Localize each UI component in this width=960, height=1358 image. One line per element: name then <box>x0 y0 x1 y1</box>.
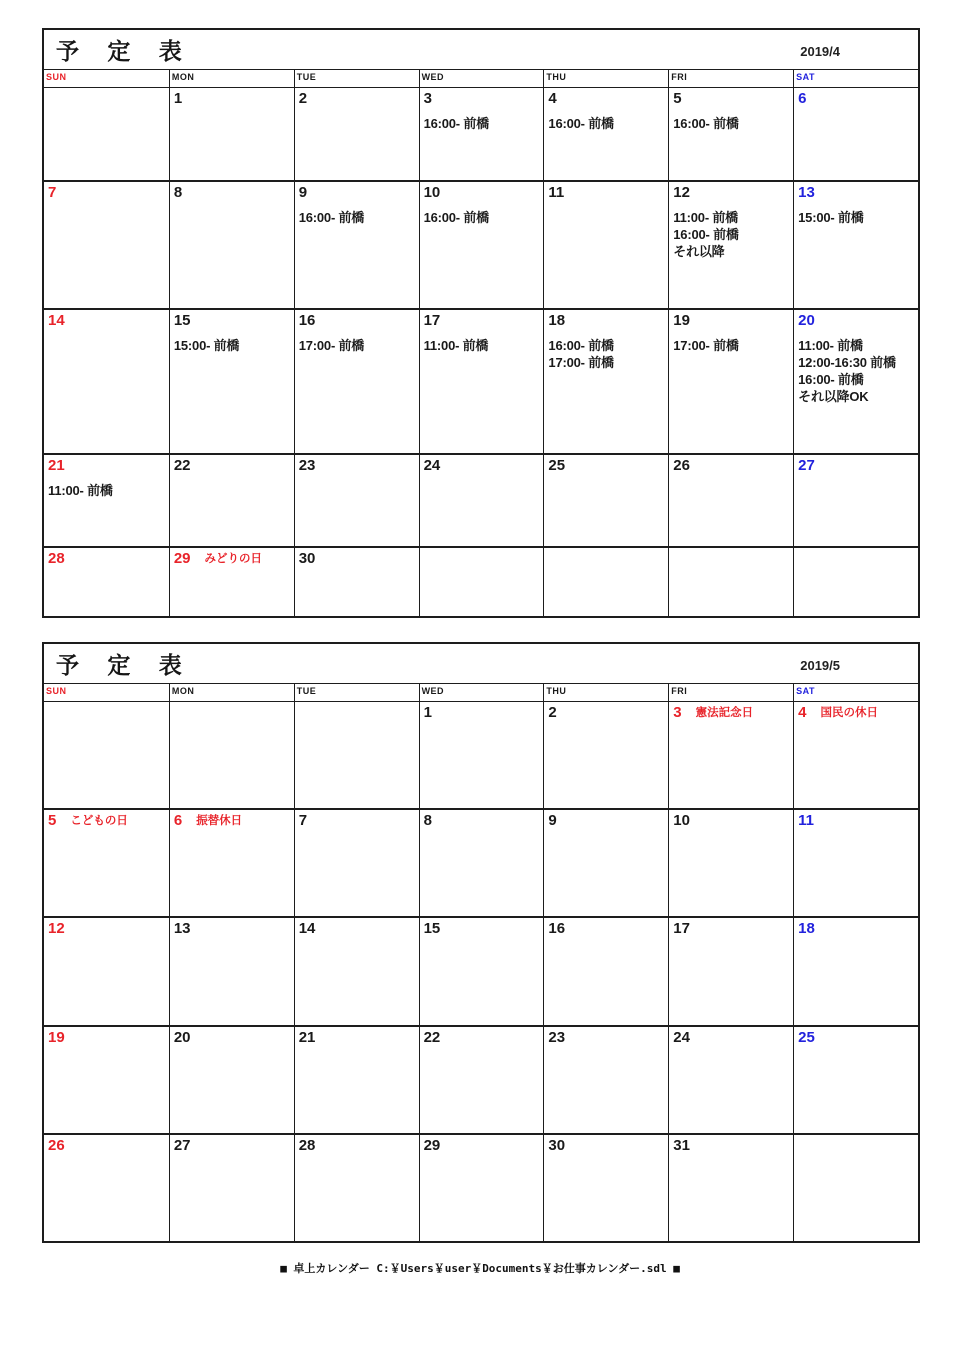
day-cell-empty <box>668 548 793 616</box>
day-number: 26 <box>673 456 690 474</box>
calendar-title: 予 定 表 <box>56 652 193 678</box>
day-of-week-fri: FRI <box>668 70 793 87</box>
event-item: 16:00- 前橋 <box>548 116 614 131</box>
events-list <box>299 209 419 226</box>
day-cell-26[interactable] <box>44 1135 169 1241</box>
app-footer-path: ■ 卓上カレンダー C:￥Users￥user￥Documents￥お仕事カレンダー.sdl ■ <box>280 1262 680 1275</box>
events-list <box>424 337 544 354</box>
day-number: 2 <box>298 90 308 107</box>
day-number: 31 <box>673 1136 690 1154</box>
day-of-week-fri: FRI <box>668 684 793 701</box>
day-of-week-thu: THU <box>543 70 668 87</box>
day-cell-10[interactable] <box>668 810 793 916</box>
day-number: 16 <box>298 311 316 329</box>
day-cell-27[interactable] <box>793 455 918 547</box>
day-cell-26[interactable] <box>668 455 793 547</box>
day-cell-3[interactable] <box>668 702 793 808</box>
calendar-title: 予 定 表 <box>56 38 193 64</box>
day-number: 7 <box>298 812 308 830</box>
week-row <box>44 453 918 547</box>
day-of-week-sat: SAT <box>793 684 918 701</box>
day-number: 5 <box>48 812 57 830</box>
day-cell-30[interactable] <box>543 1135 668 1241</box>
day-number: 30 <box>298 550 316 568</box>
event-item: 15:00- 前橋 <box>798 209 864 225</box>
week-row <box>44 308 918 453</box>
event-item: 16:00- 前橋 <box>673 116 739 131</box>
day-cell-19[interactable] <box>44 1027 169 1133</box>
day-cell-20[interactable] <box>793 310 918 453</box>
day-number: 19 <box>673 311 690 329</box>
day-number: 6 <box>798 90 807 107</box>
day-number: 29 <box>423 1136 441 1154</box>
event-item: 17:00- 前橋 <box>298 337 365 353</box>
event-item: 16:00- 前橋 <box>548 337 614 353</box>
day-cell-25[interactable] <box>543 455 668 547</box>
day-number: 17 <box>423 311 441 329</box>
events-list <box>673 115 793 132</box>
day-cell-empty <box>543 548 668 616</box>
day-number: 11 <box>798 812 814 830</box>
day-cell-9[interactable] <box>294 182 419 308</box>
day-number: 18 <box>798 920 815 938</box>
day-number: 1 <box>173 90 183 107</box>
calendar-2019-05 <box>42 642 920 1243</box>
day-number: 13 <box>798 183 815 201</box>
day-number: 9 <box>548 812 557 830</box>
day-number: 20 <box>798 311 815 329</box>
event-item: 11:00- 前橋 <box>798 337 863 353</box>
event-item: 11:00- 前橋 <box>48 482 113 498</box>
day-cell-4[interactable] <box>793 702 918 808</box>
day-number: 4 <box>798 704 807 721</box>
day-cell-empty <box>44 702 169 808</box>
day-of-week-wed: WED <box>419 70 544 87</box>
day-number: 15 <box>423 920 441 938</box>
holiday-name: 国民の休日 <box>820 707 878 719</box>
holiday-name: 憲法記念日 <box>695 707 754 719</box>
day-cell-23[interactable] <box>543 1027 668 1133</box>
event-item: 16:00- 前橋 <box>423 116 489 131</box>
day-number: 22 <box>423 1028 441 1046</box>
day-cell-15[interactable] <box>419 918 544 1024</box>
week-row <box>44 1025 918 1133</box>
day-cell-5[interactable] <box>44 810 169 916</box>
events-list <box>174 337 294 354</box>
weeks-grid <box>44 702 918 1241</box>
day-of-week-wed: WED <box>419 684 544 701</box>
day-cell-empty <box>169 702 294 808</box>
day-cell-1[interactable] <box>169 88 294 180</box>
day-number: 24 <box>673 1028 690 1046</box>
day-number: 26 <box>48 1136 65 1154</box>
day-cell-18[interactable] <box>793 918 918 1024</box>
day-cell-empty <box>793 548 918 616</box>
day-cell-30[interactable] <box>294 548 419 616</box>
day-number: 14 <box>48 311 65 329</box>
day-cell-12[interactable] <box>44 918 169 1024</box>
day-number: 12 <box>673 183 690 201</box>
calendar-period: 2019/4 <box>800 43 840 59</box>
events-list <box>48 482 169 499</box>
day-cell-1[interactable] <box>419 702 544 808</box>
week-row <box>44 88 918 180</box>
day-cell-11[interactable] <box>543 182 668 308</box>
day-number: 27 <box>798 456 815 474</box>
holiday-name: みどりの日 <box>204 553 263 566</box>
day-number: 21 <box>298 1028 316 1046</box>
day-cell-11[interactable] <box>793 810 918 916</box>
day-cell-4[interactable] <box>543 88 668 180</box>
day-cell-10[interactable] <box>419 182 544 308</box>
holiday-name: 振替休日 <box>196 815 243 828</box>
day-cell-7[interactable] <box>294 810 419 916</box>
day-cell-24[interactable] <box>668 1027 793 1133</box>
calendar-2019-04 <box>42 28 920 618</box>
day-number: 2 <box>548 704 557 721</box>
day-of-week-row <box>44 70 918 88</box>
day-cell-27[interactable] <box>169 1135 294 1241</box>
day-of-week-sun: SUN <box>46 72 67 82</box>
calendar-title-row <box>44 30 918 70</box>
day-cell-5[interactable] <box>668 88 793 180</box>
day-cell-17[interactable] <box>668 918 793 1024</box>
day-cell-21[interactable] <box>44 455 169 547</box>
day-of-week-sat: SAT <box>793 70 918 87</box>
day-number: 9 <box>298 183 308 201</box>
events-list <box>798 337 918 406</box>
week-row <box>44 180 918 308</box>
day-number: 1 <box>423 704 432 721</box>
day-number: 19 <box>48 1028 65 1046</box>
week-row <box>44 808 918 916</box>
day-cell-14[interactable] <box>294 918 419 1024</box>
day-number: 29 <box>173 550 191 568</box>
day-number: 15 <box>173 311 191 329</box>
event-item: 17:00- 前橋 <box>548 354 614 370</box>
day-of-week-mon: MON <box>169 70 294 87</box>
day-number: 27 <box>173 1136 191 1154</box>
day-number: 11 <box>548 183 565 201</box>
day-cell-18[interactable] <box>543 310 668 453</box>
day-number: 23 <box>298 456 316 474</box>
day-cell-8[interactable] <box>169 182 294 308</box>
day-cell-8[interactable] <box>419 810 544 916</box>
day-cell-empty <box>294 702 419 808</box>
events-list <box>798 209 918 226</box>
event-item: 16:00- 前橋 <box>673 226 739 242</box>
day-number: 28 <box>298 1136 316 1154</box>
day-number: 25 <box>798 1028 815 1046</box>
day-number: 8 <box>423 812 432 830</box>
event-item: 16:00- 前橋 <box>298 209 365 225</box>
day-number: 16 <box>548 920 566 938</box>
day-number: 3 <box>673 704 682 721</box>
events-list <box>548 337 668 371</box>
event-item: 15:00- 前橋 <box>173 337 240 353</box>
event-item: 16:00- 前橋 <box>423 209 489 225</box>
day-of-week-mon: MON <box>169 684 294 701</box>
day-cell-20[interactable] <box>169 1027 294 1133</box>
day-cell-17[interactable] <box>419 310 544 453</box>
event-item: 12:00-16:30 前橋 <box>798 354 896 370</box>
day-number: 13 <box>173 920 191 938</box>
day-number: 4 <box>548 90 557 107</box>
calendar-title-row <box>44 644 918 684</box>
day-cell-7[interactable] <box>44 182 169 308</box>
day-cell-2[interactable] <box>543 702 668 808</box>
day-of-week-thu: THU <box>543 684 668 701</box>
day-number: 23 <box>548 1028 566 1046</box>
event-item: 16:00- 前橋 <box>798 371 864 387</box>
day-cell-19[interactable] <box>668 310 793 453</box>
day-cell-23[interactable] <box>294 455 419 547</box>
day-cell-empty <box>419 548 544 616</box>
day-number: 6 <box>173 812 183 830</box>
events-list <box>424 209 544 226</box>
day-cell-28[interactable] <box>44 548 169 616</box>
day-cell-13[interactable] <box>169 918 294 1024</box>
week-row <box>44 916 918 1024</box>
day-number: 30 <box>548 1136 566 1154</box>
day-number: 18 <box>548 311 566 329</box>
day-cell-21[interactable] <box>294 1027 419 1133</box>
day-cell-3[interactable] <box>419 88 544 180</box>
day-cell-empty <box>793 1135 918 1241</box>
day-cell-2[interactable] <box>294 88 419 180</box>
event-item: それ以降 <box>673 243 725 259</box>
day-cell-15[interactable] <box>169 310 294 453</box>
day-number: 14 <box>298 920 316 938</box>
day-number: 24 <box>423 456 441 474</box>
day-cell-6[interactable] <box>793 88 918 180</box>
day-cell-9[interactable] <box>543 810 668 916</box>
holiday-name: こどもの日 <box>70 815 128 828</box>
event-item: 11:00- 前橋 <box>423 337 489 353</box>
day-cell-28[interactable] <box>294 1135 419 1241</box>
day-of-week-tue: TUE <box>294 684 419 701</box>
day-number: 8 <box>173 183 183 201</box>
event-item: それ以降OK <box>798 389 869 405</box>
events-list <box>299 337 419 354</box>
day-number: 28 <box>48 550 65 568</box>
day-number: 20 <box>173 1028 191 1046</box>
day-cell-6[interactable] <box>169 810 294 916</box>
day-number: 5 <box>673 90 682 107</box>
events-list <box>548 115 668 132</box>
day-cell-16[interactable] <box>294 310 419 453</box>
day-number: 7 <box>48 183 57 201</box>
day-cell-13[interactable] <box>793 182 918 308</box>
calendar-period: 2019/5 <box>800 657 840 673</box>
day-number: 12 <box>48 920 65 938</box>
day-cell-12[interactable] <box>668 182 793 308</box>
event-item: 11:00- 前橋 <box>673 209 738 225</box>
day-cell-22[interactable] <box>169 455 294 547</box>
day-cell-31[interactable] <box>668 1135 793 1241</box>
weeks-grid <box>44 88 918 616</box>
day-number: 25 <box>548 456 566 474</box>
events-list <box>673 337 793 354</box>
day-number: 10 <box>423 183 441 201</box>
events-list <box>424 115 544 132</box>
day-cell-14[interactable] <box>44 310 169 453</box>
day-cell-16[interactable] <box>543 918 668 1024</box>
day-cell-empty <box>44 88 169 180</box>
events-list <box>673 209 793 260</box>
day-number: 17 <box>673 920 690 938</box>
week-row <box>44 546 918 616</box>
day-cell-24[interactable] <box>419 455 544 547</box>
week-row <box>44 1133 918 1241</box>
day-of-week-tue: TUE <box>294 70 419 87</box>
day-number: 21 <box>48 456 65 474</box>
day-cell-29[interactable] <box>169 548 294 616</box>
day-cell-29[interactable] <box>419 1135 544 1241</box>
day-number: 3 <box>423 90 432 107</box>
day-of-week-sun: SUN <box>46 686 67 696</box>
day-cell-22[interactable] <box>419 1027 544 1133</box>
day-number: 10 <box>673 812 690 830</box>
week-row <box>44 702 918 808</box>
event-item: 17:00- 前橋 <box>673 337 739 353</box>
day-number: 22 <box>173 456 191 474</box>
day-cell-25[interactable] <box>793 1027 918 1133</box>
day-of-week-row <box>44 684 918 702</box>
